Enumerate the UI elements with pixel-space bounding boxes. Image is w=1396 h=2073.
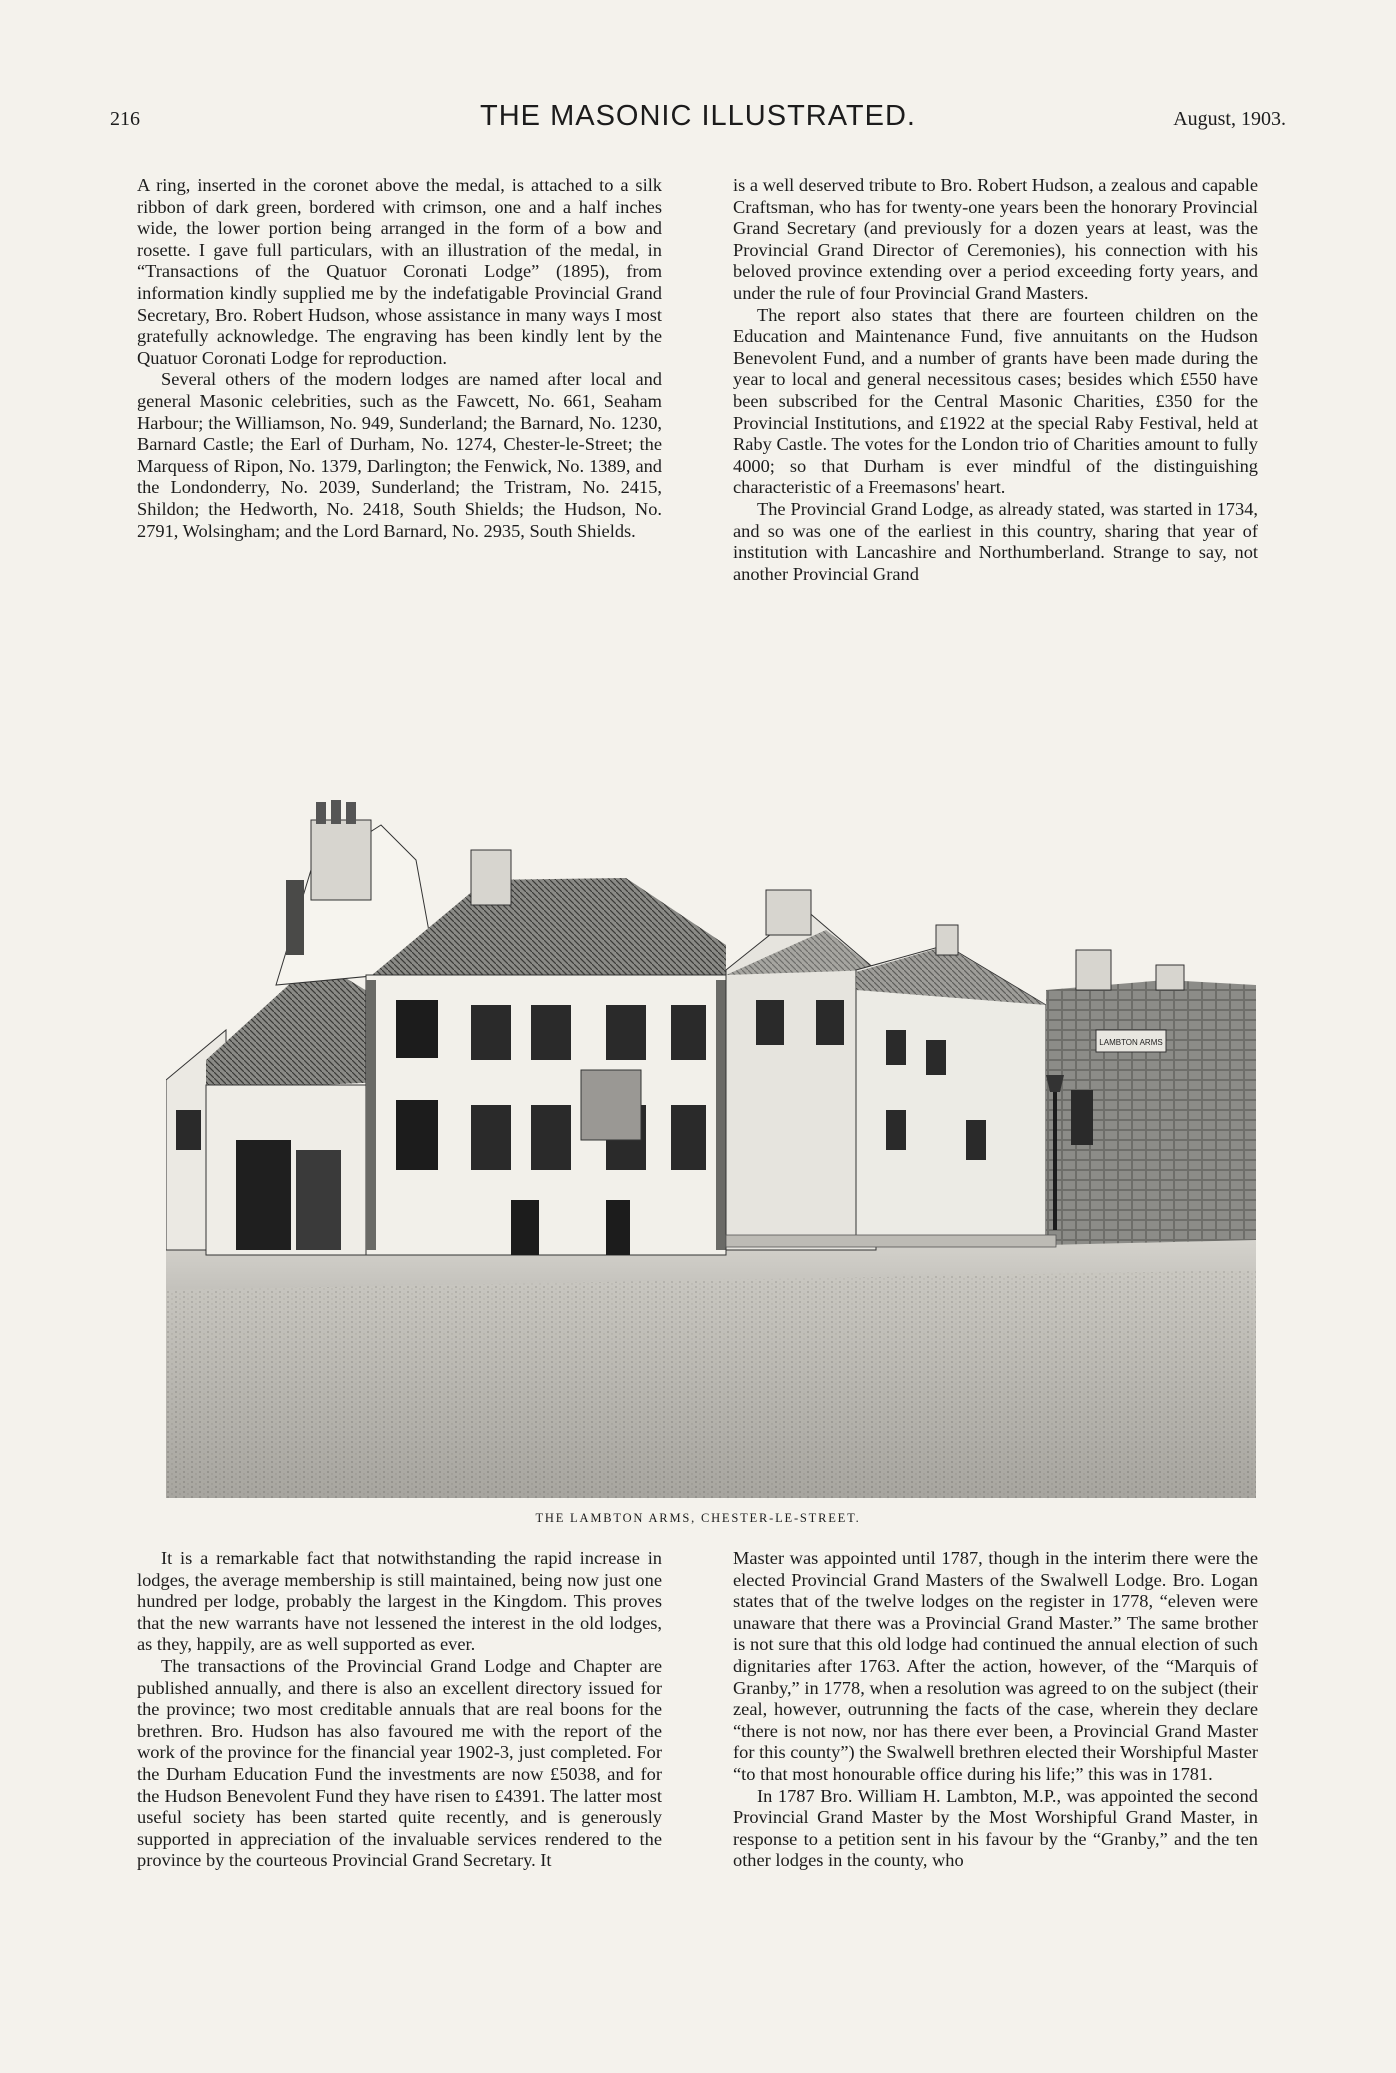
paragraph: In 1787 Bro. William H. Lambton, M.P., was appointed the second Provincial Grand Master by the Most Worshipful Grand Master, in response to a petition sent in his favour by the “Granby,” and the ten other lodges in the county, who	[733, 1785, 1258, 1871]
paragraph: The report also states that there are fourteen children on the Education and Maintenance Fund, five annuitants on the Hudson Benevolent Fund, and a number of grants have been made during the year to local and general necessitous cases; besides which £550 have been subscribed for the Central Masonic Charities, £350 for the Provincial Institutions, and £1922 at the special Raby Festival, held at Raby Castle. The votes for the London trio of Charities amount to fully 4000; so that Durham is ever mindful of the distinguishing characteristic of a Freemasons' heart.	[733, 304, 1258, 498]
paragraph: A ring, inserted in the coronet above the medal, is attached to a silk ribbon of dark green, bordered with crimson, one and a half inches wide, the lower portion being arranged in the form of a bow and rosette. I gave full particulars, with an illustration of the medal, in “Transactions of the Quatuor Coronati Lodge” (1895), from information kindly supplied me by the indefatigable Provincial Grand Secretary, Bro. Robert Hudson, whose assistance in many ways I most gratefully acknowledge. The engraving has been kindly lent by the Quatuor Coronati Lodge for reproduction.	[137, 175, 662, 368]
lambton-arms-photograph	[166, 730, 1256, 1498]
column-top-right	[733, 175, 1258, 585]
column-bottom-right	[733, 1548, 1258, 1872]
publication-title: THE MASONIC ILLUSTRATED.	[480, 100, 916, 132]
inn-sign-text: LAMBTON ARMS	[1099, 1038, 1163, 1047]
photo-caption: THE LAMBTON ARMS, CHESTER-LE-STREET.	[535, 1511, 861, 1525]
paragraph: is a well deserved tribute to Bro. Robert Hudson, a zealous and capable Craftsman, who has for twenty-one years been the honorary Provincial Grand Secretary (and previously for a dozen years at least, was the Provincial Grand Director of Ceremonies), his connection with his beloved province extending over a period exceeding forty years, and under the rule of four Provincial Grand Masters.	[733, 175, 1258, 303]
paragraph: Several others of the modern lodges are named after local and general Masonic celebrities, such as the Fawcett, No. 661, Seaham Harbour; the Williamson, No. 949, Sunderland; the Barnard, No. 1230, Barnard Castle; the Earl of Durham, No. 1274, Chester-le-Street; the Marquess of Ripon, No. 1379, Darlington; the Fenwick, No. 1389, and the Londonderry, No. 2039, Sunderland; the Tristram, No. 2415, Shildon; the Hedworth, No. 2418, South Shields; the Hudson, No. 2791, Wolsingham; and the Lord Barnard, No. 2935, South Shields.	[137, 369, 662, 541]
paragraph: It is a remarkable fact that notwithstanding the rapid increase in lodges, the average membership is still maintained, being now just one hundred per lodge, probably the largest in the Kingdom. This proves that the new warrants have not lessened the interest in the old lodges, as they, happily, are as well supported as ever.	[137, 1548, 662, 1655]
column-top-left	[137, 175, 662, 542]
page-header	[110, 100, 1286, 134]
paragraph: The Provincial Grand Lodge, as already stated, was started in 1734, and so was one of the earliest in this country, sharing that year of institution with Lancashire and Northumberland. Strange to say, not another Provincial Grand	[733, 498, 1258, 584]
paragraph: Master was appointed until 1787, though in the interim there were the elected Provincial Grand Masters of the Swalwell Lodge. Bro. Logan states that of the twelve lodges on the register in 1778, “eleven were unaware that there was a Provincial Grand Master.” The same brother is not sure that this old lodge had continued the annual election of such dignitaries after 1763. After the action, however, of the “Marquis of Granby,” in 1778, when a resolution was agreed to on the subject (their zeal, however, outrunning the facts of the case, wherein they declare “there is not now, nor has there ever been, a Provincial Grand Master for this county”) the Swalwell brethren elected their Worshipful Master “to that most honourable office during his life;” this was in 1781.	[733, 1548, 1258, 1784]
issue-date: August, 1903.	[1173, 108, 1286, 130]
page-number: 216	[110, 108, 140, 130]
paragraph: The transactions of the Provincial Grand Lodge and Chapter are published annually, and there is also an excellent directory issued for the province; two most creditable annuals that are real boons for the brethren. Bro. Hudson has also favoured me with the report of the work of the province for the financial year 1902-3, just completed. For the Durham Education Fund the investments are now £5038, and for the Hudson Benevolent Fund they have risen to £4391. The latter most useful society has been started quite recently, and is generously supported in appreciation of the invaluable services rendered to the province by the courteous Provincial Grand Secretary. It	[137, 1655, 662, 1871]
column-bottom-left	[137, 1548, 662, 1872]
